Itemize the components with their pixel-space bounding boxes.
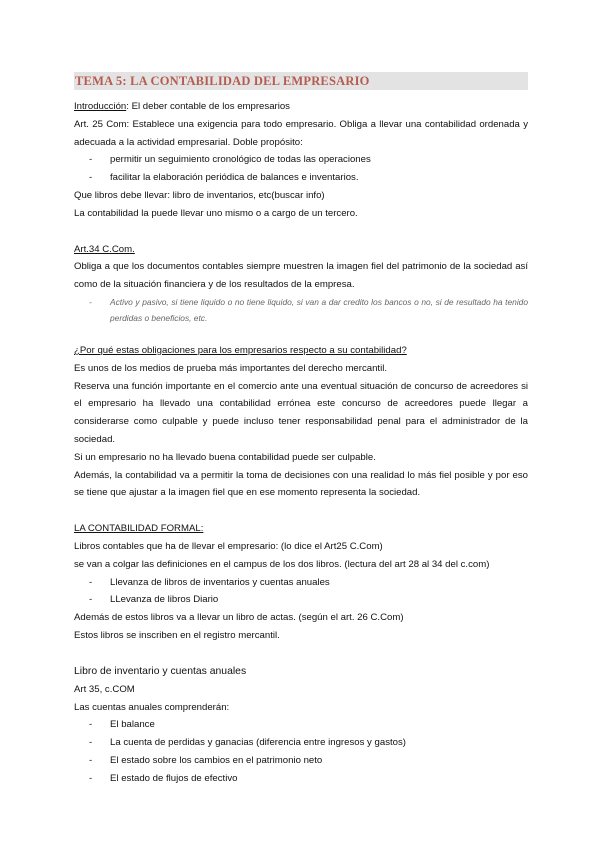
spacer bbox=[74, 645, 528, 663]
spacer bbox=[74, 326, 528, 342]
intro-heading-rest: : El deber contable de los empresarios bbox=[126, 101, 290, 112]
spacer bbox=[74, 223, 528, 241]
art34-paragraph: Obliga a que los documentos contables siempre muestren la imagen fiel del patrimonio de la sociedad así como de la situación financiera y de los resultados de la empresa. bbox=[74, 261, 528, 291]
list-item: - permitir un seguimiento cronológico de todas las operaciones bbox=[74, 151, 528, 169]
formal-paragraph-1: Libros contables que ha de llevar el empresario: (lo dice el Art25 C.Com) bbox=[74, 540, 383, 552]
inventario-bullet-list bbox=[74, 716, 528, 787]
cargo-paragraph: La contabilidad la puede llevar uno mismo o a cargo de un tercero. bbox=[74, 207, 358, 219]
list-item: - LLevanza de libros Diario bbox=[74, 591, 528, 609]
libros-paragraph: Que libros debe llevar: libro de inventarios, etc(buscar info) bbox=[74, 189, 325, 201]
list-item: - Llevanza de libros de inventarios y cuentas anuales bbox=[74, 574, 528, 592]
list-item: - Activo y pasivo, si tiene liquido o no tiene liquido, si van a dar credito los bancos o no, si de resultado ha tenido perdidas o beneficios, etc. bbox=[74, 294, 528, 326]
list-item: - El estado sobre los cambios en el patrimonio neto bbox=[74, 752, 528, 770]
inventario-heading: Libro de inventario y cuentas anuales bbox=[74, 665, 247, 677]
list-item: - La cuenta de perdidas y ganacias (diferencia entre ingresos y gastos) bbox=[74, 734, 528, 752]
art34-note-list bbox=[74, 294, 528, 326]
list-item: - El balance bbox=[74, 716, 528, 734]
list-item: - facilitar la elaboración periódica de balances e inventarios. bbox=[74, 169, 528, 187]
intro-heading: Introducción bbox=[74, 101, 127, 112]
document-content bbox=[74, 72, 528, 788]
porque-paragraph-3: Si un empresario no ha llevado buena contabilidad puede ser culpable. bbox=[74, 451, 376, 463]
art25-paragraph: Art. 25 Com: Establece una exigencia para todo empresario. Obliga a llevar una contabilidad ordenada y adecuada a la actividad empresarial. Doble propósito: bbox=[74, 118, 528, 148]
intro-bullet-list bbox=[74, 151, 528, 187]
porque-paragraph-2: Reserva una función importante en el comercio ante una eventual situación de concurso de acreedores si el empresario ha llevado una contabilidad errónea este concurso de acreedores puede llegar a considerarse como culpable y puede incluso tener responsabilidad penal para el administrador de la sociedad. bbox=[74, 380, 528, 445]
formal-heading: LA CONTABILIDAD FORMAL: bbox=[74, 523, 204, 535]
inventario-intro: Las cuentas anuales comprenderán: bbox=[74, 701, 230, 713]
porque-paragraph-1: Es unos de los medios de prueba más importantes del derecho mercantil. bbox=[74, 362, 388, 374]
formal-bullet-list bbox=[74, 574, 528, 610]
porque-paragraph-4: Además, la contabilidad va a permitir la toma de decisiones con una realidad lo más fiel posible y por eso se tiene que ajustar a la imagen fiel que en ese momento representa la sociedad. bbox=[74, 469, 528, 499]
formal-paragraph-4: Estos libros se inscriben en el registro mercantil. bbox=[74, 629, 280, 641]
formal-paragraph-2: se van a colgar las definiciones en el campus de los dos libros. (lectura del art 28 al 34 del c.com) bbox=[74, 558, 490, 570]
inventario-article: Art 35, c.COM bbox=[74, 683, 135, 695]
document-title: TEMA 5: LA CONTABILIDAD DEL EMPRESARIO bbox=[74, 72, 528, 90]
porque-heading: ¿Por qué estas obligaciones para los empresarios respecto a su contabilidad? bbox=[74, 344, 407, 356]
spacer bbox=[74, 502, 528, 520]
art34-heading: Art.34 C.Com. bbox=[74, 243, 135, 255]
list-item: - El estado de flujos de efectivo bbox=[74, 770, 528, 788]
intro-line bbox=[74, 98, 528, 116]
formal-paragraph-3: Además de estos libros va a llevar un libro de actas. (según el art. 26 C.Com) bbox=[74, 612, 404, 624]
